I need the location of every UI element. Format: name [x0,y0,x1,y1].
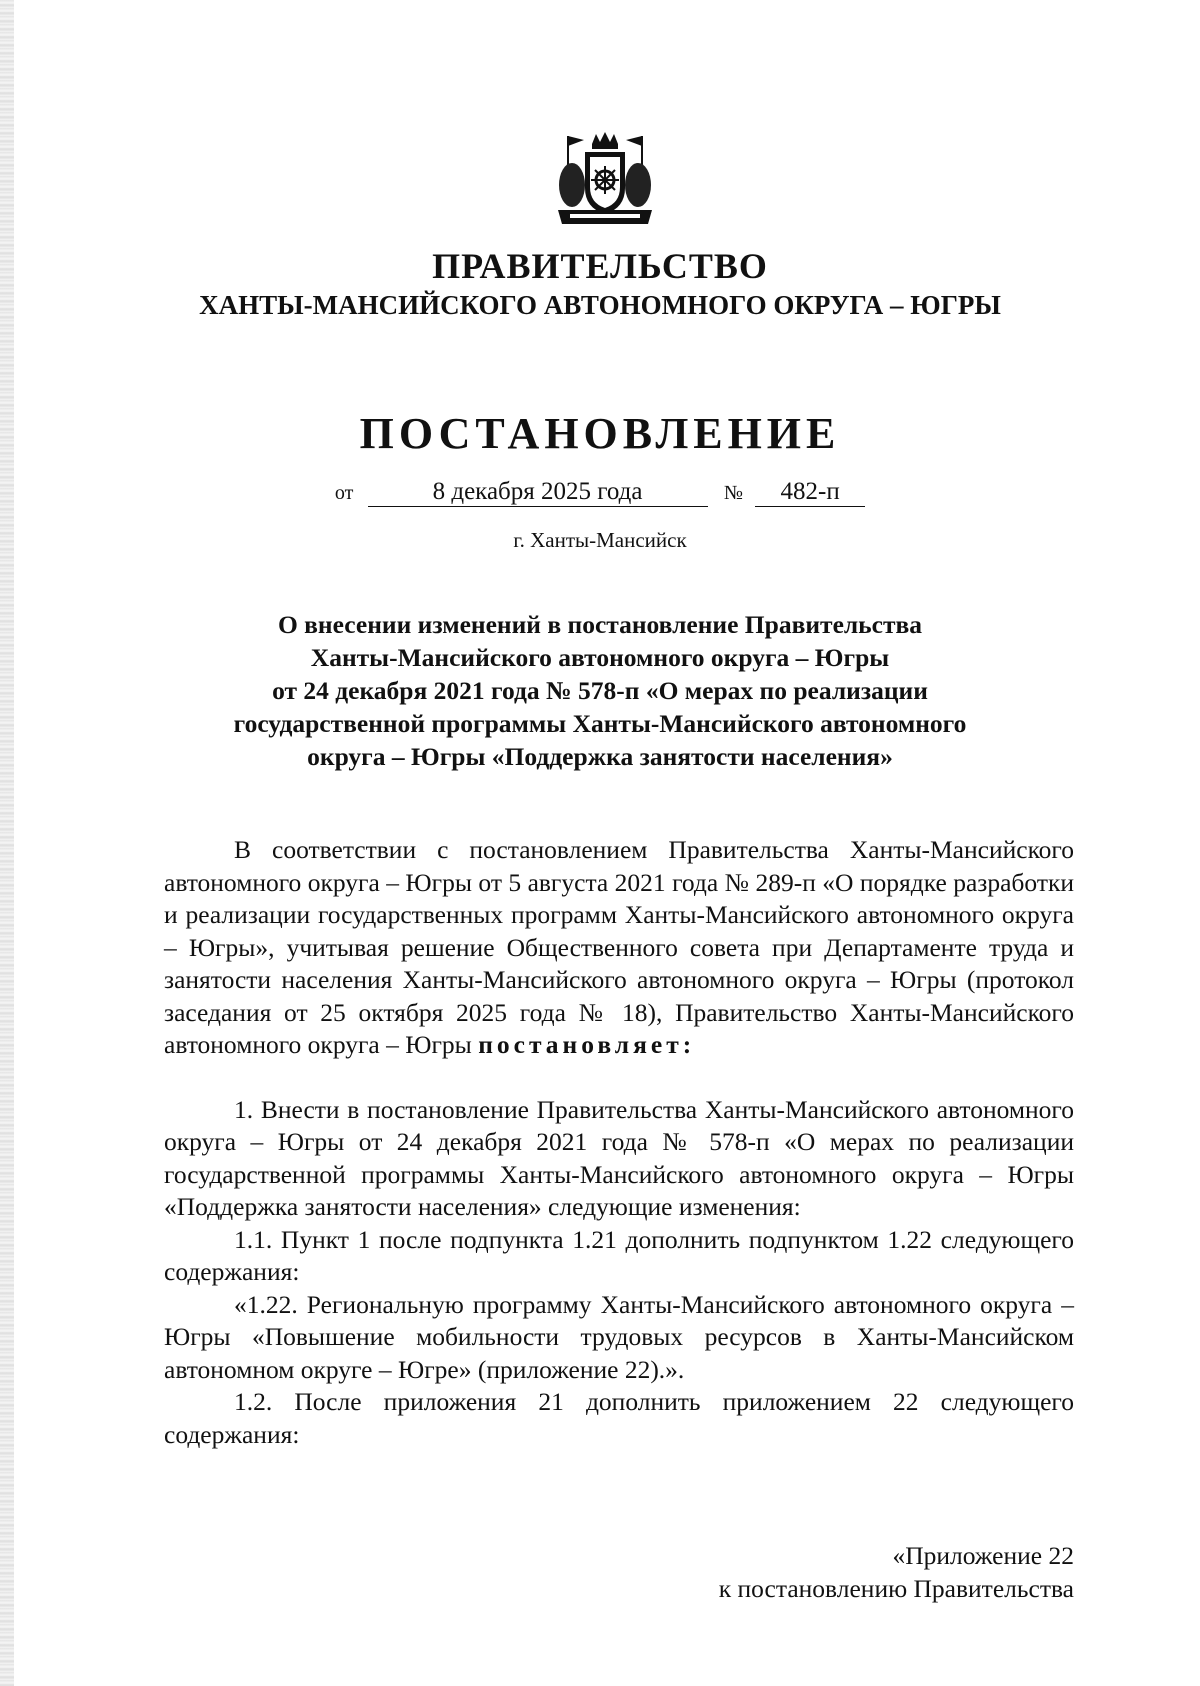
heading-line: государственной программы Ханты-Мансийского автономного [233,709,967,738]
item-1-2: 1.2. После приложения 21 дополнить приложением 22 следующего содержания: [164,1387,1074,1449]
date-number-line [0,478,1200,507]
item-1: 1. Внести в постановление Правительства Ханты-Мансийского автономного округа – Югры от 24 декабря 2021 года № 578-п «О мерах по реализации государственной программы Ханты-Мансийского автономного округа – Югры «Поддержка занятости населения» следующие изменения: [164,1094,1074,1221]
heading-line: О внесении изменений в постановление Правительства [277,610,923,639]
region-title: ХАНТЫ-МАНСИЙСКОГО АВТОНОМНОГО ОКРУГА – ЮГРЫ [199,290,1001,320]
heading-line: от 24 декабря 2021 года № 578-п «О мерах по реализации [272,676,928,705]
preamble-text: В соответствии с постановлением Правительства Ханты-Мансийского автономного округа – Югры от 5 августа 2021 года № 289-п «О порядке разработки и реализации государственных программ Ханты-Мансийского автономного округа – Югры», учитывая решение Общественного совета при Департаменте труда и занятости населения Ханты-Мансийского автономного округа – Югры (протокол заседания от 25 октября 2025 года № 18), Правительство Ханты-Мансийского автономного округа – Югры [164,835,1074,1059]
appendix-line: «Приложение 22 [892,1541,1074,1570]
document-heading [160,608,1040,773]
appendix-header [719,1540,1074,1605]
document-type: ПОСТАНОВЛЕНИЕ [359,409,841,458]
decree-word: постановляет: [478,1030,696,1059]
document-number: 482-п [755,478,865,507]
preamble-paragraph [164,834,1074,1062]
number-prefix: № [723,482,743,504]
document-date: 8 декабря 2025 года [368,478,708,507]
heading-line: Ханты-Мансийского автономного округа – Югры [310,643,890,672]
item-1-22: «1.22. Региональную программу Ханты-Мансийского автономного округа – Югры «Повышение мобильности трудовых ресурсов в Ханты-Мансийском автономном округе – Югре» (приложение 22).». [164,1289,1074,1384]
government-title: ПРАВИТЕЛЬСТВО [432,246,768,286]
city: г. Ханты-Мансийск [513,528,687,552]
date-prefix: от [334,482,354,504]
coat-of-arms-icon [550,130,660,230]
appendix-line: к постановлению Правительства [718,1573,1074,1603]
heading-line: округа – Югры «Поддержка занятости населения» [307,742,893,771]
document-body [164,834,1074,1451]
item-1-1: 1.1. Пункт 1 после подпункта 1.21 дополнить подпунктом 1.22 следующего содержания: [164,1224,1074,1286]
